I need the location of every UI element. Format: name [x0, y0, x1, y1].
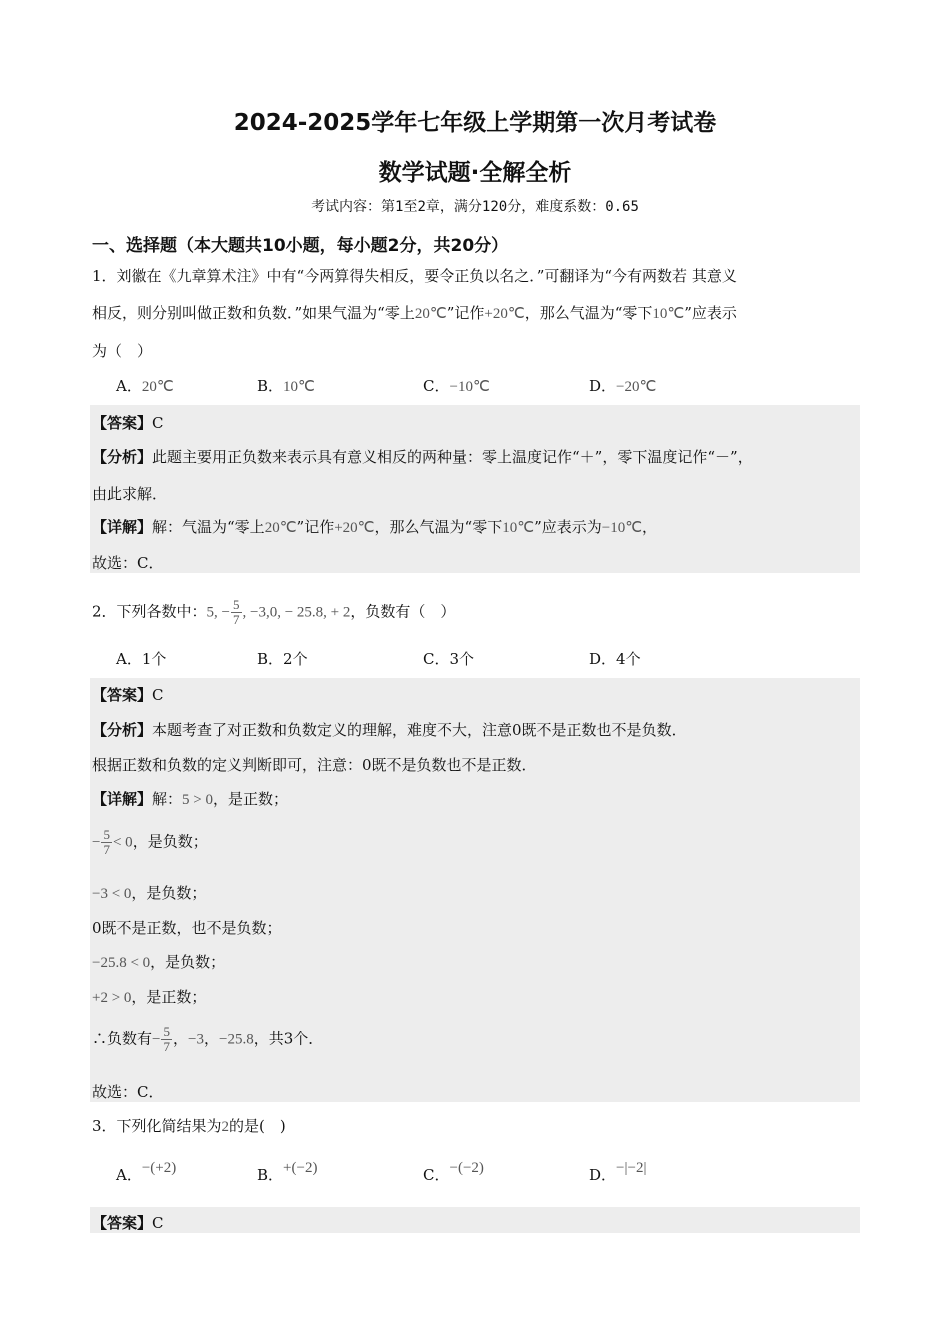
q1-line-2: 相反，则分别叫做正数和负数．”如果气温为“零上20℃”记作+20℃，那么气温为“零下10℃”应表示: [92, 304, 737, 322]
q2-detail-1: 【详解】解：5 > 0，是正数；: [92, 790, 289, 808]
q3-solution-box: [90, 1207, 860, 1233]
q1-line-3: 为（ ）: [92, 342, 153, 360]
q2-detail-2: − $\frac{5}{7}$ < 0，是负数；: [92, 827, 208, 857]
page-title: 2024-2025学年七年级上学期第一次月考试卷: [233, 110, 717, 136]
math: 10℃: [652, 306, 685, 322]
math: +20℃: [484, 306, 525, 322]
q1-option-d: D．−20℃: [589, 377, 657, 395]
q1-detail: 【详解】解：气温为“零上20℃”记作+20℃，那么气温为“零下10℃”应表示为−10℃，: [92, 518, 658, 536]
fraction: $\frac{5}{7}$: [163, 1024, 170, 1054]
q2-line-1: 2．下列各数中：5, − $\frac{5}{7}$ , −3,0, − 25.8, + 2，负数有（ ）: [92, 597, 456, 627]
fraction: $\frac{5}{7}$: [233, 597, 240, 627]
q3-option-b: B．+(−2): [257, 1160, 318, 1184]
q3-answer: 【答案】C: [92, 1214, 164, 1232]
q1-answer: 【答案】C: [92, 414, 164, 432]
q3-line-1: 3．下列化简结果为2的是( ): [92, 1117, 286, 1135]
q2-detail-5: −25.8 < 0，是负数；: [92, 953, 226, 971]
q2-detail-6: +2 > 0，是正数；: [92, 988, 207, 1006]
q1-option-b: B．10℃: [257, 377, 315, 395]
q1-choose: 故选：C．: [92, 554, 164, 572]
math: 20℃: [414, 306, 447, 322]
q2-option-c: C．3个: [423, 650, 475, 668]
q2-option-d: D．4个: [589, 650, 641, 668]
q3-option-c: C．−(−2): [423, 1160, 484, 1184]
section-heading: 一、选择题（本大题共10小题，每小题2分，共20分）: [92, 236, 509, 256]
q1-option-a: A．20℃: [116, 377, 174, 395]
q1-solution-box: [90, 405, 860, 573]
q3-option-d: D．−|−2|: [589, 1160, 647, 1184]
page-subtitle: 数学试题·全解全析: [378, 160, 572, 186]
exam-meta: 考试内容：第1至2章，满分120分，难度系数：0.65: [311, 199, 639, 215]
q3-option-a: A．−(+2): [116, 1160, 177, 1184]
q2-analysis-1: 【分析】本题考查了对正数和负数定义的理解，难度不大，注意0既不是正数也不是负数．: [92, 721, 687, 739]
q1-line-1: 1．刘徽在《九章算术注》中有“今两算得失相反，要令正负以名之．”可翻译为“今有两数若 其意义: [92, 267, 737, 285]
q1-option-c: C．−10℃: [423, 377, 490, 395]
fraction: $\frac{5}{7}$: [103, 827, 110, 857]
q1-analysis-2: 由此求解．: [92, 485, 168, 503]
q2-choose: 故选：C．: [92, 1083, 164, 1101]
q2-detail-7: ∴负数有− $\frac{5}{7}$ ，−3，−25.8，共3个．: [92, 1024, 324, 1054]
q2-detail-4: 0既不是正数，也不是负数；: [92, 919, 282, 937]
q2-option-b: B．2个: [257, 650, 308, 668]
q2-detail-3: −3 < 0，是负数；: [92, 884, 207, 902]
q2-answer: 【答案】C: [92, 686, 164, 704]
q2-analysis-2: 根据正数和负数的定义判断即可，注意：0既不是负数也不是正数．: [92, 756, 537, 774]
q1-analysis-1: 【分析】此题主要用正负数来表示具有意义相反的两种量：零上温度记作“＋”，零下温度记作“－”，: [92, 448, 753, 466]
q2-option-a: A．1个: [116, 650, 167, 668]
